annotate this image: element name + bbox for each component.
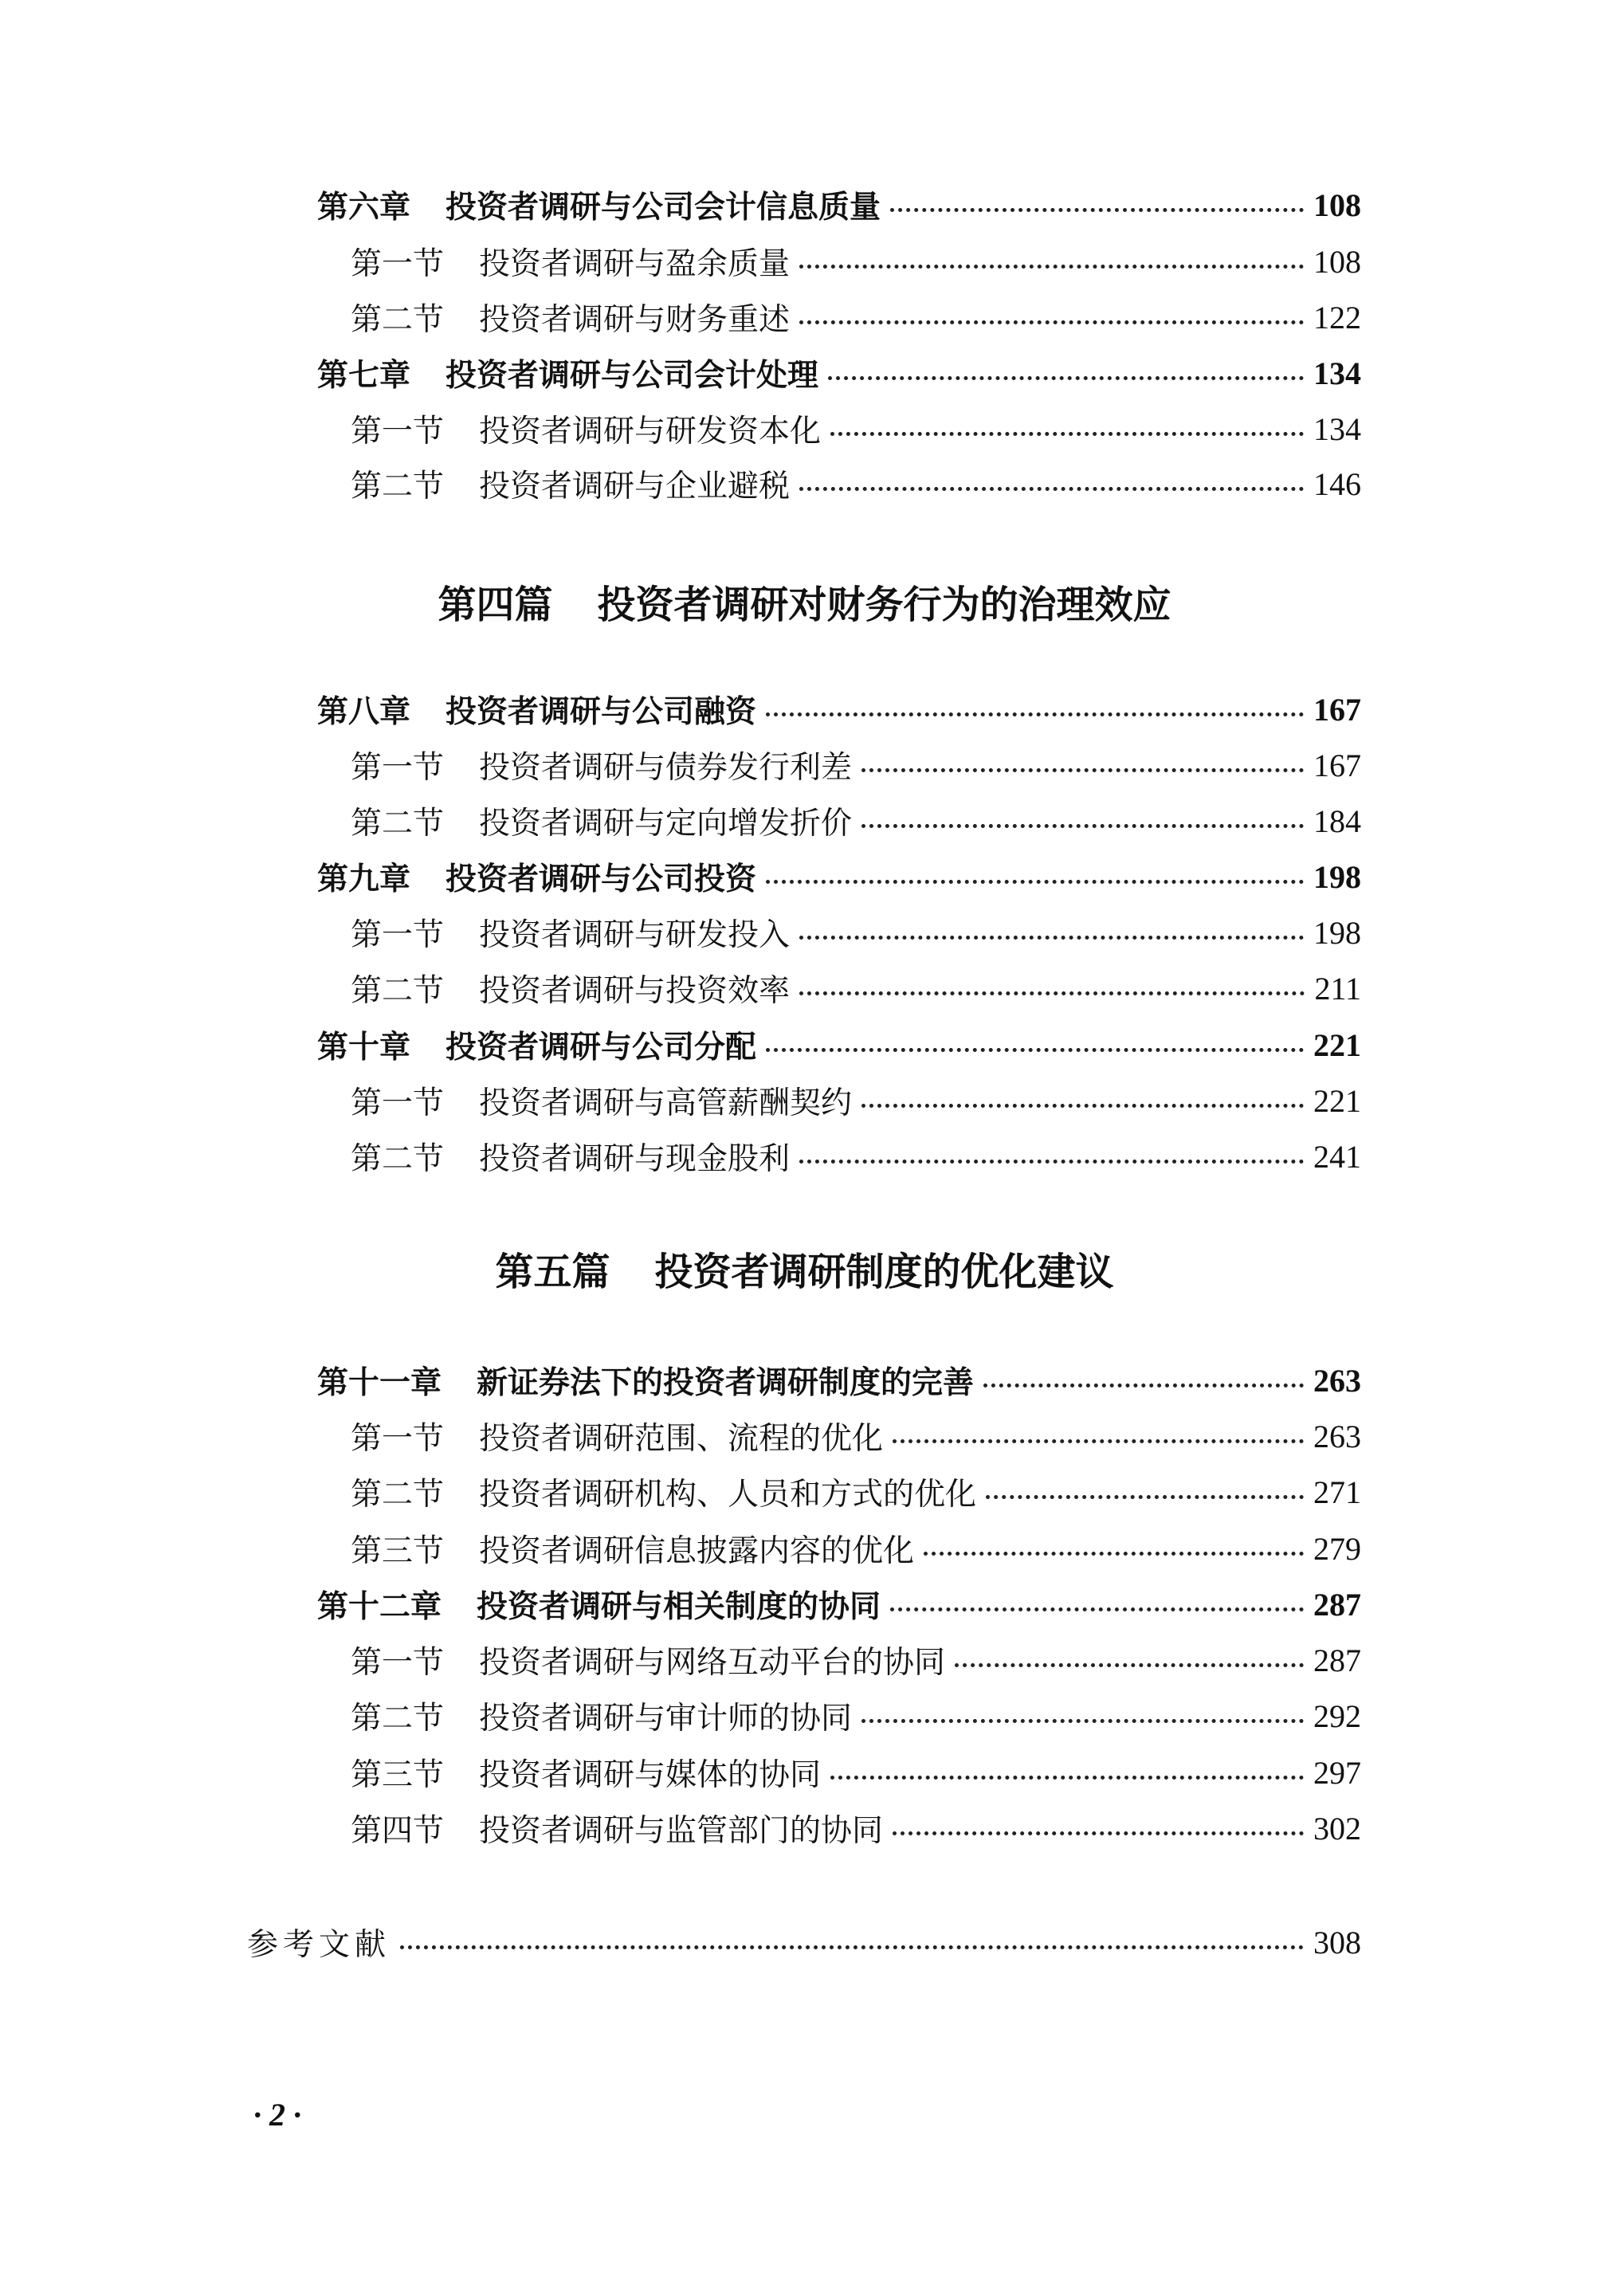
section-number: 第一节 (351, 1421, 445, 1457)
dot-leader (799, 487, 1304, 491)
section-number: 第二节 (351, 806, 445, 842)
section-title: 投资者调研与债券发行利差 (479, 750, 853, 786)
page-ref: 279 (1313, 1530, 1361, 1567)
dot-leader (893, 1439, 1304, 1443)
chapter-title: 投资者调研与公司分配 (445, 1030, 757, 1066)
page-ref: 184 (1313, 803, 1361, 839)
section-number: 第一节 (351, 1085, 445, 1121)
page-ref: 167 (1313, 691, 1361, 728)
dot-leader (830, 1776, 1304, 1780)
dot-leader (986, 1495, 1304, 1499)
chapter-number: 第十一章 (317, 1365, 442, 1401)
chapter-entry[interactable] (317, 681, 1361, 737)
page-ref: 287 (1313, 1642, 1361, 1678)
section-number: 第三节 (351, 1757, 445, 1793)
section-number: 第三节 (351, 1533, 445, 1569)
section-title: 投资者调研范围、流程的优化 (479, 1421, 884, 1457)
chapter-title: 投资者调研与相关制度的协同 (477, 1589, 881, 1625)
dot-leader (766, 880, 1304, 884)
page-ref: 134 (1313, 410, 1361, 447)
page-ref: 221 (1313, 1082, 1361, 1119)
section-number: 第二节 (351, 302, 445, 338)
page-ref: 241 (1313, 1138, 1361, 1175)
section-title: 投资者调研与研发资本化 (479, 414, 822, 449)
page-ref: 263 (1313, 1362, 1361, 1399)
dot-leader (890, 208, 1304, 212)
page-ref: 263 (1313, 1418, 1361, 1454)
dot-leader (400, 1945, 1304, 1949)
ref-title: 参考文献 (247, 1927, 391, 1963)
section-number: 第二节 (351, 1477, 445, 1513)
part-heading (0, 574, 1609, 629)
section-title: 投资者调研与媒体的协同 (479, 1757, 822, 1793)
chapter-number: 第十章 (317, 1030, 411, 1066)
section-title: 投资者调研与审计师的协同 (479, 1701, 853, 1737)
page-ref: 122 (1313, 299, 1361, 336)
section-number: 第一节 (351, 414, 445, 449)
dot-leader (799, 991, 1305, 995)
dot-leader (861, 1104, 1304, 1108)
section-title: 投资者调研信息披露内容的优化 (479, 1533, 915, 1569)
section-entry[interactable] (351, 1632, 1361, 1688)
chapter-title: 投资者调研与公司会计处理 (445, 358, 819, 394)
section-entry[interactable] (351, 289, 1361, 345)
section-title: 投资者调研与财务重述 (479, 302, 791, 338)
page-ref: 211 (1314, 970, 1361, 1007)
page-ref: 302 (1313, 1810, 1361, 1847)
section-entry[interactable] (351, 905, 1361, 960)
chapter-entry[interactable] (317, 849, 1361, 905)
section-number: 第四节 (351, 1813, 445, 1849)
dot-leader (828, 376, 1304, 380)
chapter-entry[interactable] (317, 1576, 1361, 1632)
section-entry[interactable] (351, 793, 1361, 849)
chapter-title: 新证券法下的投资者调研制度的完善 (477, 1365, 975, 1401)
section-entry[interactable] (351, 1745, 1361, 1800)
section-entry[interactable] (351, 960, 1361, 1016)
dot-leader (799, 936, 1304, 940)
section-entry[interactable] (351, 737, 1361, 793)
section-title: 投资者调研与定向增发折价 (479, 806, 853, 842)
ref-entry[interactable] (247, 1914, 1361, 1970)
section-entry[interactable] (351, 1464, 1361, 1520)
section-title: 投资者调研与高管薪酬契约 (479, 1085, 853, 1121)
section-number: 第一节 (351, 750, 445, 786)
page-ref: 198 (1313, 858, 1361, 895)
page-ref: 287 (1313, 1586, 1361, 1623)
chapter-number: 第九章 (317, 861, 411, 897)
dot-leader (890, 1607, 1304, 1611)
section-number: 第二节 (351, 469, 445, 504)
dot-leader (893, 1831, 1304, 1835)
section-entry[interactable] (351, 1073, 1361, 1128)
dot-leader (766, 712, 1304, 716)
section-title: 投资者调研与监管部门的协同 (479, 1813, 884, 1849)
dot-leader (924, 1552, 1304, 1556)
section-number: 第二节 (351, 1141, 445, 1177)
section-entry[interactable] (351, 234, 1361, 289)
section-entry[interactable] (351, 1800, 1361, 1856)
chapter-entry[interactable] (317, 345, 1361, 401)
dot-leader (799, 1160, 1304, 1164)
page-ref: 134 (1313, 355, 1361, 391)
section-title: 投资者调研与现金股利 (479, 1141, 791, 1177)
page-ref: 146 (1313, 465, 1361, 502)
section-title: 投资者调研机构、人员和方式的优化 (479, 1477, 977, 1513)
section-number: 第一节 (351, 246, 445, 282)
section-entry[interactable] (351, 456, 1361, 512)
part-number: 第五篇 (495, 1250, 610, 1294)
section-entry[interactable] (351, 401, 1361, 457)
section-title: 投资者调研与企业避税 (479, 469, 791, 504)
dot-leader (861, 824, 1304, 828)
section-entry[interactable] (351, 1688, 1361, 1744)
section-title: 投资者调研与投资效率 (479, 973, 791, 1009)
dot-leader (766, 1048, 1304, 1052)
page-ref: 108 (1313, 186, 1361, 223)
chapter-number: 第八章 (317, 694, 411, 730)
chapter-entry[interactable] (317, 1352, 1361, 1408)
dot-leader (861, 1719, 1304, 1723)
dot-leader (799, 320, 1304, 324)
page-ref: 297 (1313, 1754, 1361, 1791)
chapter-number: 第十二章 (317, 1589, 442, 1625)
section-entry[interactable] (351, 1408, 1361, 1464)
section-title: 投资者调研与网络互动平台的协同 (479, 1645, 946, 1681)
chapter-entry[interactable] (317, 177, 1361, 233)
dot-leader (799, 265, 1304, 269)
page-ref: 108 (1313, 243, 1361, 280)
dot-leader (861, 768, 1304, 772)
chapter-number: 第六章 (317, 190, 411, 226)
section-number: 第二节 (351, 973, 445, 1009)
section-number: 第一节 (351, 1645, 445, 1681)
chapter-entry[interactable] (317, 1017, 1361, 1073)
section-title: 投资者调研与研发投入 (479, 917, 791, 953)
dot-leader (983, 1383, 1304, 1387)
chapter-title: 投资者调研与公司会计信息质量 (445, 190, 881, 226)
chapter-title: 投资者调研与公司融资 (445, 694, 757, 730)
part-number: 第四篇 (438, 583, 553, 627)
part-title: 投资者调研制度的优化建议 (654, 1250, 1114, 1294)
section-entry[interactable] (351, 1128, 1361, 1184)
section-number: 第一节 (351, 917, 445, 953)
part-title: 投资者调研对财务行为的治理效应 (597, 583, 1171, 627)
dot-leader (830, 432, 1304, 436)
dot-leader (955, 1663, 1304, 1667)
section-title: 投资者调研与盈余质量 (479, 246, 791, 282)
page-ref: 292 (1313, 1697, 1361, 1734)
chapter-number: 第七章 (317, 358, 411, 394)
section-number: 第二节 (351, 1701, 445, 1737)
page-number: · 2 · (253, 2097, 301, 2133)
part-heading (0, 1241, 1609, 1296)
page-ref: 271 (1313, 1474, 1361, 1510)
page-ref: 167 (1313, 747, 1361, 783)
page-ref: 308 (1313, 1924, 1361, 1960)
section-entry[interactable] (351, 1521, 1361, 1576)
page-ref: 198 (1313, 914, 1361, 951)
chapter-title: 投资者调研与公司投资 (445, 861, 757, 897)
page-ref: 221 (1313, 1026, 1361, 1063)
